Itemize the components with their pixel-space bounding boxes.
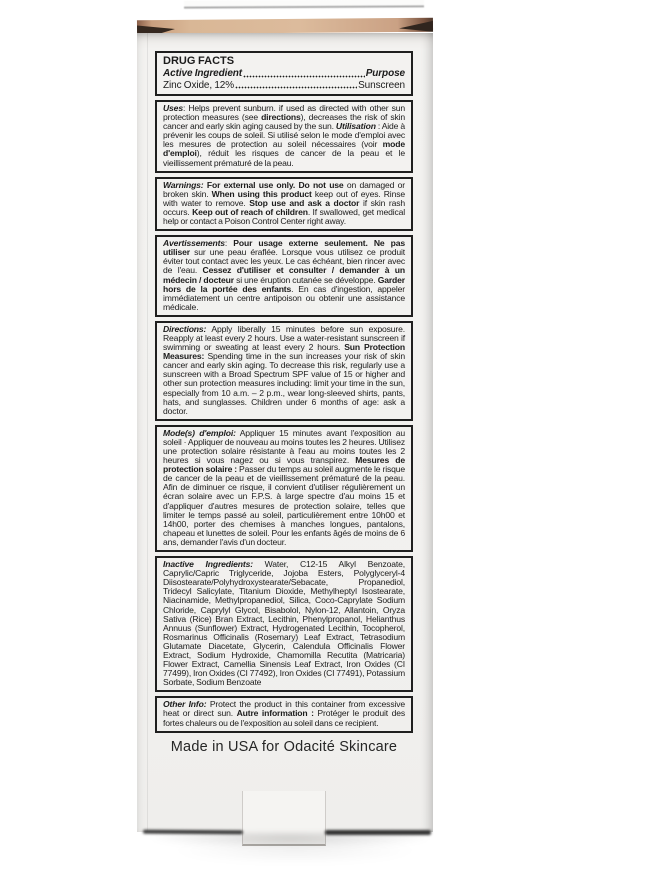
box-top-flap-edge [137, 18, 433, 35]
dot-leader [243, 68, 365, 80]
made-in-text: Made in USA for Odacité Skincare [170, 738, 398, 755]
directions-section: Directions: Apply liberally 15 minutes before sun exposure. Reapply at least every 2 hours. Use a water-resistant sunscreen if swimming or sweating at least every 2 hours. Sun Protection Measures: Spending time in the sun increases your risk of skin cancer and early skin aging. To decrease this risk, regularly use a sunscreen with a Broad Spectrum SPF value of 15 or higher and other sun protection measures including: limit your time in the sun, especially from 10 a.m. – 2 p.m., wear long-sleeved shirts, pants, hats, and sunglasses. Children under 6 months of age: ask a doctor. [155, 321, 413, 421]
purpose-label: Purpose [365, 68, 405, 79]
box-lid-top-edge [184, 0, 424, 9]
mode-demploi-section: Mode(s) d'emploi: Appliquer 15 minutes avant l'exposition au soleil · Appliquer de nouveau au moins toutes les 2 heures. Utilisez une protection solaire résistante à l'eau au moins toutes les 2 heures si vous nagez ou si vous transpirez. Mesures de protection solaire : Passer du temps au soleil augmente le risque de cancer de la peau et de vieillissement prématuré de la peau. Afin de diminuer ce risque, il convient d'utiliser régulièrement un écran solaire avec un F.P.S. à large spectre d'au moins 15 et d'appliquer d'autres mesures de protection solaire, telles que limiter le temps passé au soleil, particulièrement entre 10h00 et 14h00, porter des chemises à manches longues, pantalons, chapeau et lunettes de soleil. Pour les enfants âgés de moins de 6 ans, demander l'avis d'un docteur. [155, 425, 413, 552]
dot-leader [235, 80, 357, 92]
box-front-face [137, 33, 433, 832]
product-box [137, 19, 433, 832]
warnings-section: Warnings: For external use only. Do not use on damaged or broken skin. When using this product keep out of eyes. Rinse with water to remove. Stop use and ask a doctor if skin rash occurs. Keep out of reach of children. If swallowed, get medical help or contact a Poison Control Center right away. [155, 177, 413, 231]
ingredient-name: Zinc Oxide, 12% [163, 79, 235, 91]
drug-facts-panel [155, 51, 413, 755]
drug-facts-title: DRUG FACTS [163, 55, 235, 67]
drug-facts-header-section [155, 51, 413, 96]
active-ingredient-row [163, 80, 405, 92]
uses-section: Uses: Helps prevent sunburn. if used as directed with other sun protection measures (see directions), decreases the risk of skin cancer and early skin aging caused by the sun. Utilisation : Aide à prévenir les coups de soleil. Si utilisé selon le mode d'emploi avec les mesures de protection au soleil nécessaires (voir mode d'emploi), réduit les risques de cancer de la peau et le vieillissement prématuré de la peau. [155, 100, 413, 173]
active-ingredient-header-row [163, 68, 405, 80]
ingredient-purpose: Sunscreen [358, 79, 405, 91]
avertissements-section: Avertissements: Pour usage externe seulement. Ne pas utiliser sur une peau éraflée. Lorsque vous utilisez ce produit éviter tout contact avec les yeux. Le cas échéant, bien rincer avec de l'eau. Cessez d'utiliser et consulter / demander à un médecin / docteur si une éruption cutanée se développe. Garder hors de la portée des enfants. En cas d'ingestion, appeler immédiatement un centre antipoison ou obtenir une assistance médicale. [155, 235, 413, 317]
other-info-section: Other Info: Protect the product in this container from excessive heat or direct sun. Autre information : Protéger le produit des fortes chaleurs ou de l'exposition au soleil dans ce recipient. [155, 696, 413, 732]
active-ingredient-label: Active Ingredient [163, 68, 243, 79]
box-shadow-soft [170, 845, 420, 863]
inactive-ingredients-section: Inactive Ingredients: Water, C12-15 Alkyl Benzoate, Caprylic/Capric Triglyceride, Jojoba Esters, Polyglyceryl-4 Diisostearate/Polyhydroxystearate/Sebacate, Propanediol, Tridecyl Salicylate, Titanium Dioxide, Methylheptyl Isostearate, Niacinamide, Methylpropanediol, Silica, Coco-Caprylate Sodium Chloride, Caprylyl Glycol, Bisabolol, Nylon-12, Allantoin, Oryza Sativa (Rice) Bran Extract, Lecithin, Phenylpropanol, Helianthus Annuus (Sunflower) Extract, Hydrogenated Lecithin, Tocopherol, Rosmarinus Officinalis (Rosemary) Leaf Extract, Tetrasodium Glutamate Diacetate, Glycerin, Calendula Officinalis Flower Extract, Sodium Hydroxide, Chamomilla Recutita (Matricaria) Flower Extract, Camellia Sinensis Leaf Extract, Iron Oxides (CI 77499), Iron Oxides (CI 77492), Iron Oxides (CI 77491), Potassium Sorbate, Sodium Benzoate [155, 556, 413, 692]
